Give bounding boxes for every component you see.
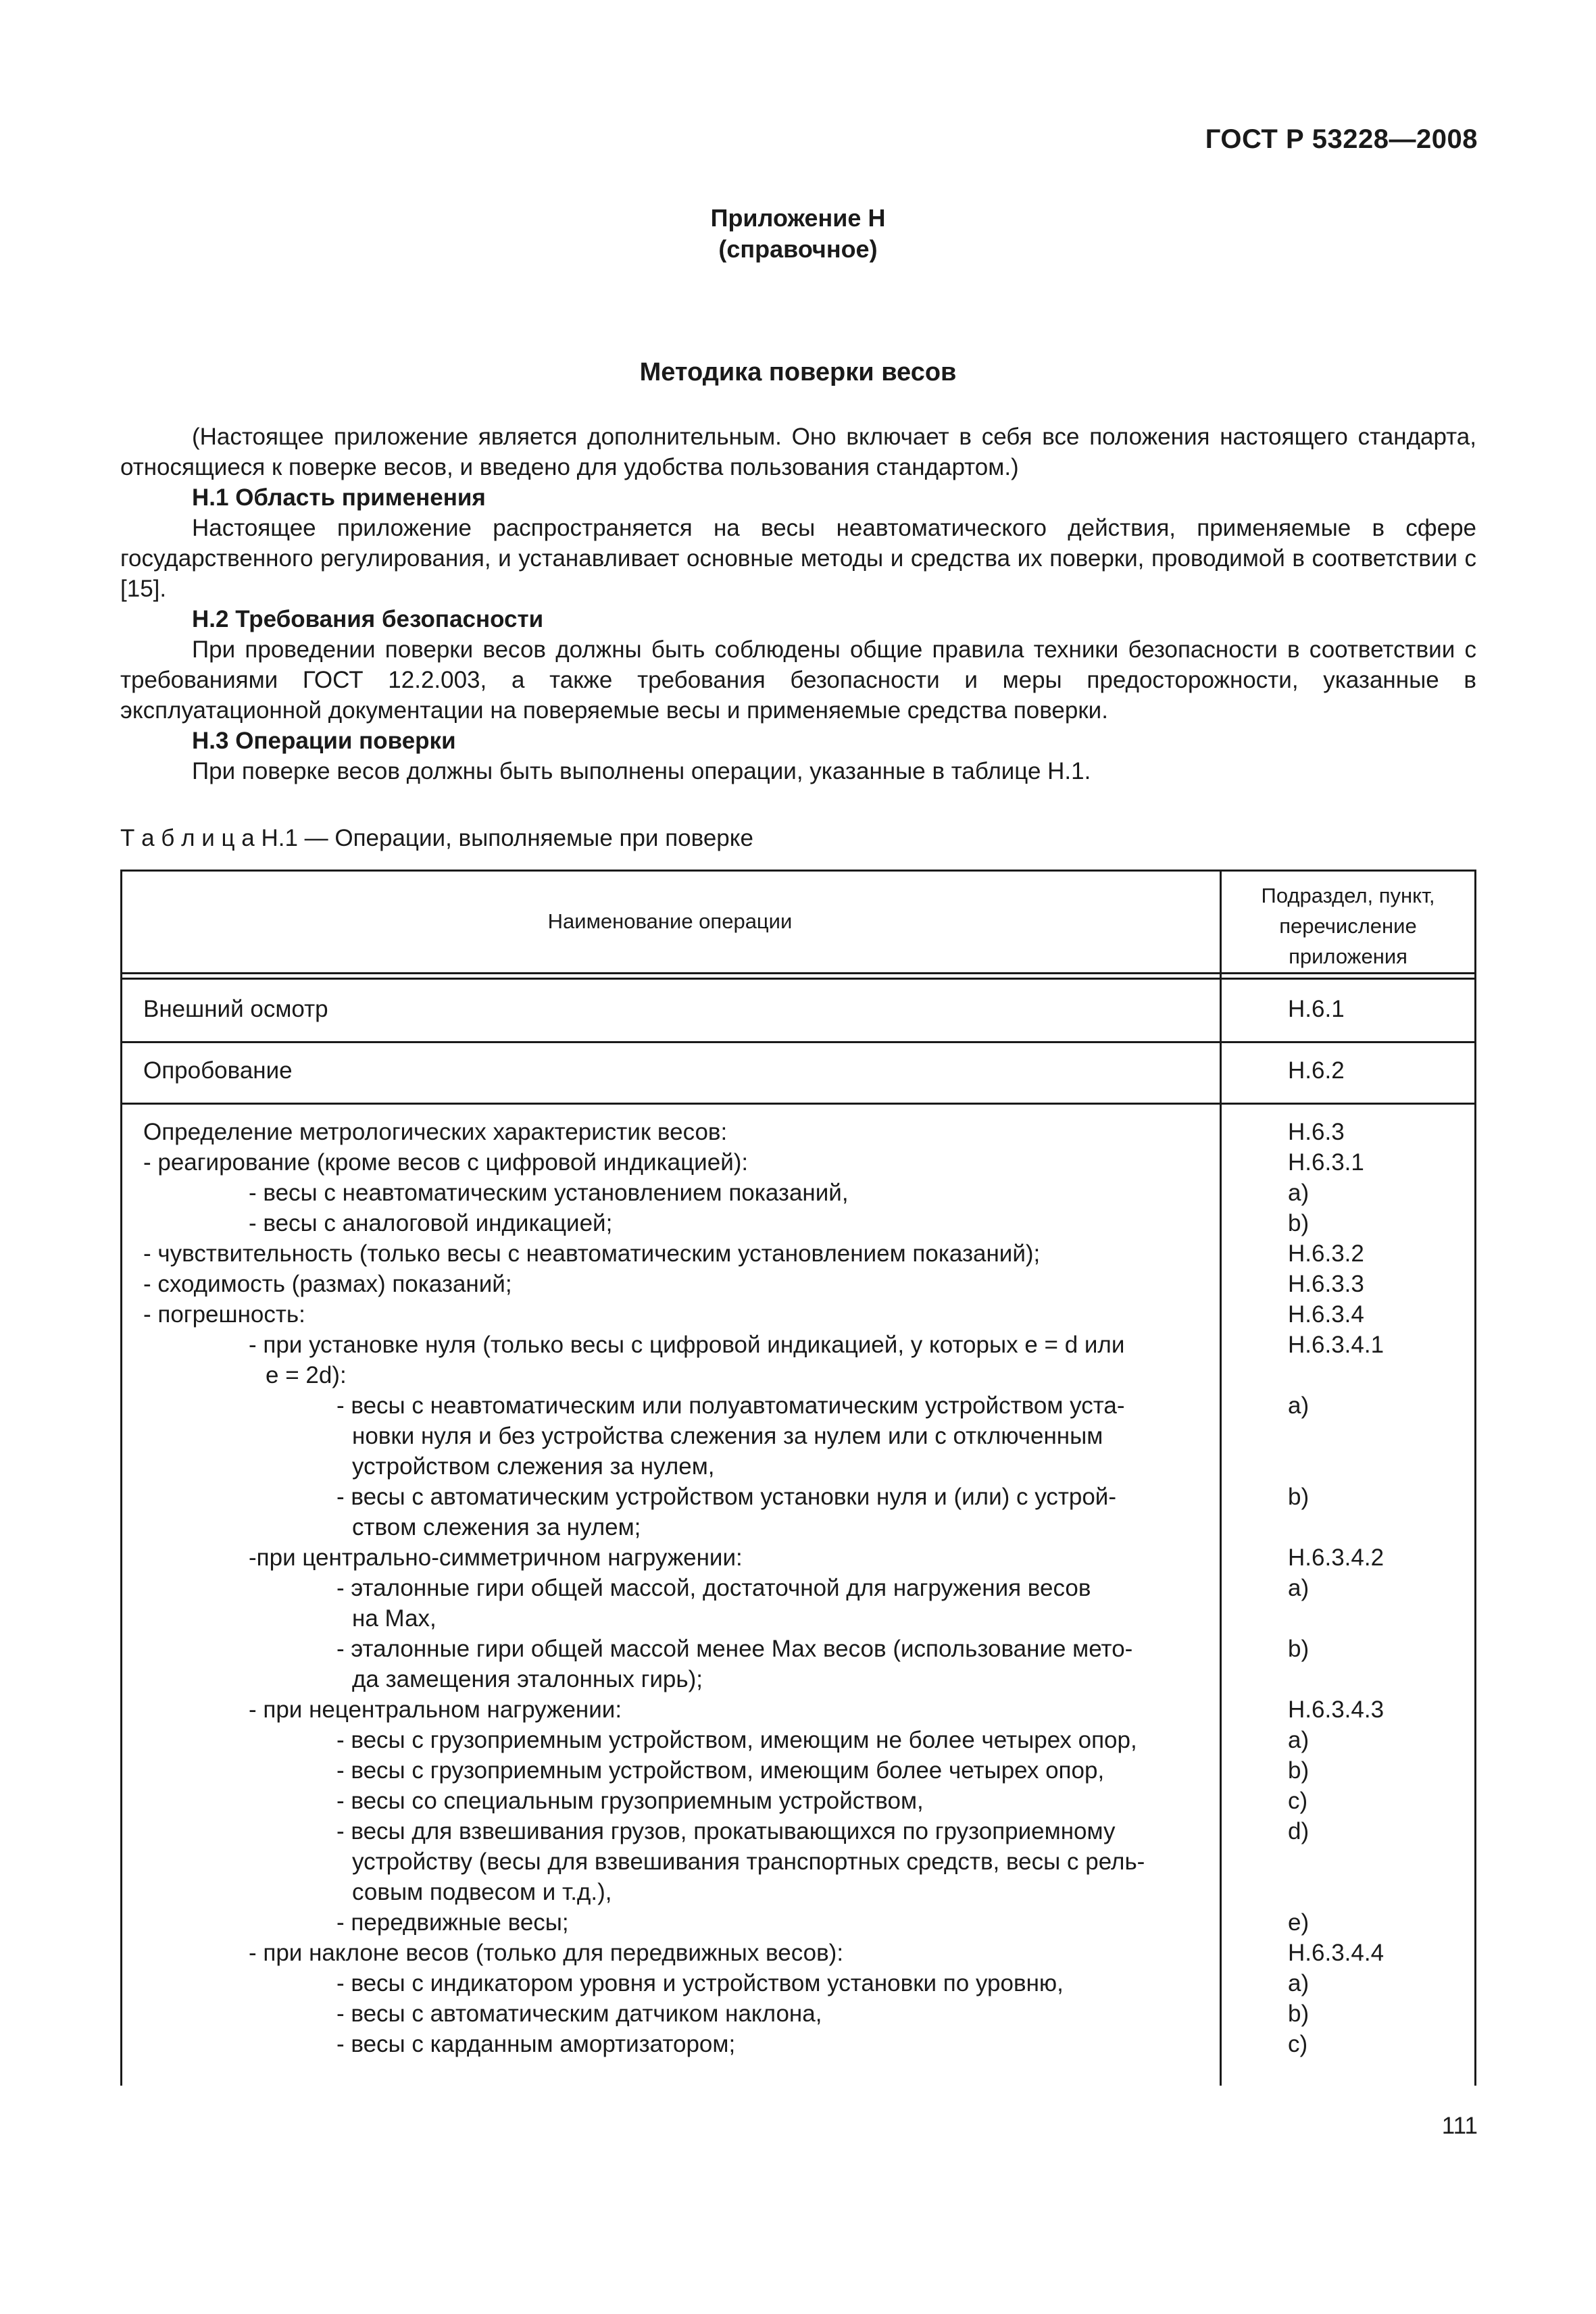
reference-line: b) <box>1288 1636 1310 1662</box>
h1-text: Настоящее приложение распространяется на весы неавтоматического действия, применяемые в сфере государственного регулирования, и устанавливает основные методы и средства их поверки, проводимой в соответствии с [15]. <box>120 515 1476 602</box>
row-testing-ref: Н.6.2 <box>1288 1057 1345 1084</box>
section-title: Методика поверки весов <box>639 358 957 386</box>
operation-line: - чувствительность (только весы с неавтоматическим установлением показаний); <box>143 1240 1041 1267</box>
operation-line: на Мах, <box>352 1605 437 1632</box>
operation-line: - весы с неавтоматическим установлением показаний, <box>249 1180 849 1206</box>
table-header-rule-2 <box>120 978 1476 980</box>
operation-line: - весы с аналоговой индикацией; <box>249 1210 613 1236</box>
h3-title: Н.3 Операции поверки <box>192 728 456 754</box>
reference-line: b) <box>1288 1757 1310 1784</box>
reference-line: Н.6.3.4.1 <box>1288 1332 1385 1358</box>
operation-line: - реагирование (кроме весов с цифровой индикацией): <box>143 1149 749 1176</box>
operation-line: - погрешность: <box>143 1301 305 1328</box>
page-number: 111 <box>1441 2113 1478 2139</box>
operation-line: - передвижные весы; <box>336 1909 569 1936</box>
operation-line: - при установке нуля (только весы с цифровой индикацией, у которых e = d или <box>249 1332 1125 1358</box>
operation-line: Определение метрологических характеристик весов: <box>143 1119 728 1145</box>
table-column-divider <box>1220 870 1222 2086</box>
reference-line: с) <box>1288 1788 1308 1814</box>
reference-line: а) <box>1288 1180 1310 1206</box>
reference-line: Н.6.3.1 <box>1288 1149 1364 1176</box>
operation-line: - весы со специальным грузоприемным устройством, <box>336 1788 924 1814</box>
table-row-rule-2 <box>120 1103 1476 1105</box>
reference-line: b) <box>1288 2001 1310 2027</box>
operation-line: - весы с грузоприемным устройством, имеющим не более четырех опор, <box>336 1727 1137 1753</box>
operation-line: - эталонные гири общей массой менее Мах весов (использование мето- <box>336 1636 1133 1662</box>
h2-title: Н.2 Требования безопасности <box>192 606 544 632</box>
table-row-rule-1 <box>120 1041 1476 1043</box>
reference-line: Н.6.3.4.3 <box>1288 1696 1385 1723</box>
intro-note: (Настоящее приложение является дополнительным. Оно включает в себя все положения настоящего стандарта, относящиеся к поверке весов, и введено для удобства пользования стандартом.) <box>120 424 1476 480</box>
reference-line: Н.6.3.4 <box>1288 1301 1364 1328</box>
operation-line: - весы с автоматическим устройством установки нуля и (или) с устрой- <box>336 1484 1117 1510</box>
operation-line: устройству (весы для взвешивания транспортных средств, весы с рель- <box>352 1848 1145 1875</box>
operation-line: - весы с карданным амортизатором; <box>336 2031 736 2057</box>
operation-line: - эталонные гири общей массой, достаточной для нагружения весов <box>336 1575 1091 1601</box>
table-border-top <box>120 870 1476 872</box>
document-number: ГОСТ Р 53228—2008 <box>1205 124 1478 154</box>
column-header-reference: Подраздел, пункт, перечисление приложения <box>1261 884 1435 968</box>
operation-line: - при нецентральном нагружении: <box>249 1696 622 1723</box>
operation-line: новки нуля и без устройства слежения за нулем или с отключенным <box>352 1423 1103 1449</box>
reference-line: а) <box>1288 1575 1310 1601</box>
h2-text: При проведении поверки весов должны быть соблюдены общие правила техники безопасности в соответствии с требованиями ГОСТ 12.2.003, а также требования безопасности и меры предосторожности, указанные в эксплуатационной документации на поверяемые весы и применяемые средства поверки. <box>120 636 1476 724</box>
row-testing-op: Опробование <box>143 1057 293 1084</box>
operations-table <box>120 870 1476 2086</box>
operation-line: ством слежения за нулем; <box>352 1514 641 1540</box>
row-external-inspection-op: Внешний осмотр <box>143 996 328 1022</box>
operation-line: e = 2d): <box>266 1362 347 1388</box>
reference-line: d) <box>1288 1818 1310 1844</box>
reference-line: Н.6.3.2 <box>1288 1240 1364 1267</box>
annex-title: Приложение Н <box>710 204 886 232</box>
reference-line: b) <box>1288 1210 1310 1236</box>
reference-line: Н.6.3 <box>1288 1119 1345 1145</box>
operation-line: - при наклоне весов (только для передвижных весов): <box>249 1940 844 1966</box>
column-header-operation: Наименование операции <box>547 909 793 933</box>
reference-line: Н.6.3.4.4 <box>1288 1940 1385 1966</box>
row-external-inspection-ref: Н.6.1 <box>1288 996 1345 1022</box>
operation-line: устройством слежения за нулем, <box>352 1453 715 1480</box>
table-border-right <box>1474 870 1476 2086</box>
operation-line: - сходимость (размах) показаний; <box>143 1271 512 1297</box>
table-border-left <box>120 870 122 2086</box>
reference-line: Н.6.3.3 <box>1288 1271 1364 1297</box>
operation-line: -при центрально-симметричном нагружении: <box>249 1544 743 1571</box>
annex-status: (справочное) <box>718 235 878 263</box>
operation-line: - весы с неавтоматическим или полуавтоматическим устройством уста- <box>336 1392 1125 1419</box>
h1-title: Н.1 Область применения <box>192 484 486 511</box>
reference-line: b) <box>1288 1484 1310 1510</box>
h3-text: При поверке весов должны быть выполнены операции, указанные в таблице Н.1. <box>192 758 1091 784</box>
reference-line: а) <box>1288 1392 1310 1419</box>
operation-line: совым подвесом и т.д.), <box>352 1879 612 1905</box>
reference-line: а) <box>1288 1727 1310 1753</box>
table-header-rule-1 <box>120 972 1476 974</box>
operation-line: - весы с автоматическим датчиком наклона, <box>336 2001 822 2027</box>
reference-line: а) <box>1288 1970 1310 1996</box>
intro-text <box>120 422 1476 786</box>
operation-line: - весы с грузоприемным устройством, имеющим более четырех опор, <box>336 1757 1105 1784</box>
table-caption: Т а б л и ц а Н.1 — Операции, выполняемые при поверке <box>120 825 753 851</box>
reference-line: с) <box>1288 2031 1308 2057</box>
reference-line: Н.6.3.4.2 <box>1288 1544 1385 1571</box>
operation-line: - весы для взвешивания грузов, прокатывающихся по грузоприемному <box>336 1818 1116 1844</box>
operation-line: да замещения эталонных гирь); <box>352 1666 703 1692</box>
operation-line: - весы с индикатором уровня и устройством установки по уровню, <box>336 1970 1064 1996</box>
reference-line: е) <box>1288 1909 1310 1936</box>
